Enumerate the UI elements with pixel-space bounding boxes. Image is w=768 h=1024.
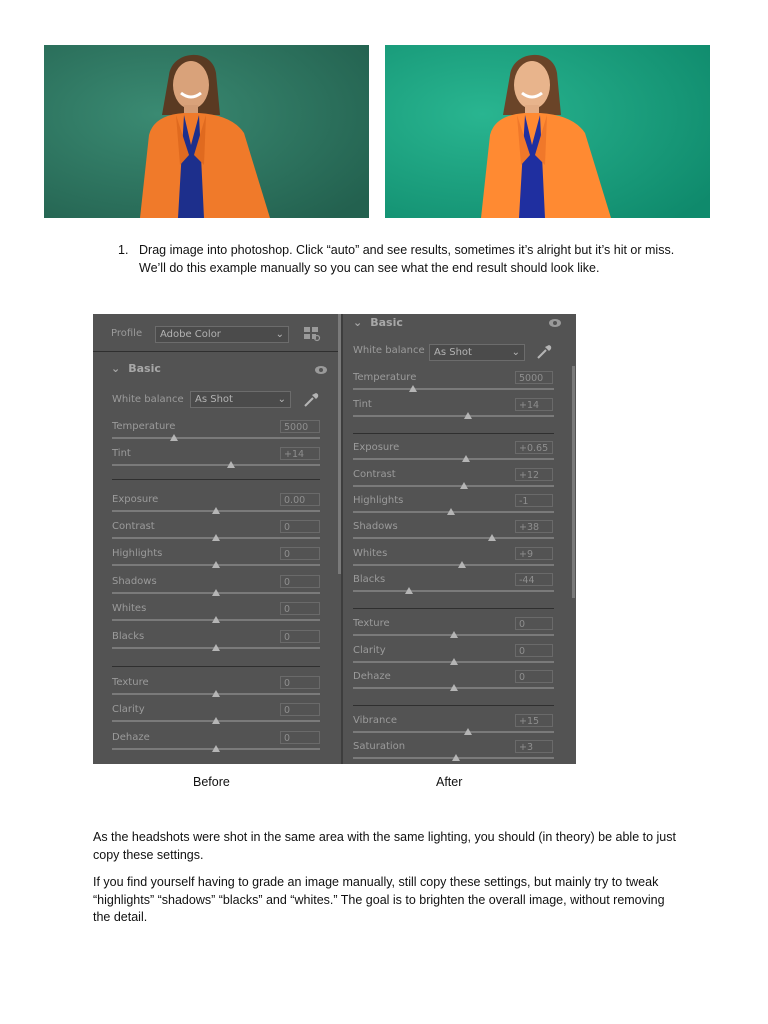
- temperature-slider-track[interactable]: [353, 388, 554, 390]
- texture-value-field[interactable]: 0: [280, 676, 320, 689]
- vibrance-label: Vibrance: [353, 715, 397, 726]
- dehaze-slider-thumb[interactable]: [212, 745, 220, 752]
- clarity-value-field[interactable]: 0: [515, 644, 553, 657]
- exposure-value-field[interactable]: 0.00: [280, 493, 320, 506]
- vibrance-slider-thumb[interactable]: [464, 728, 472, 735]
- white-balance-value: As Shot: [195, 394, 233, 405]
- white-balance-label: White balance: [353, 345, 425, 356]
- contrast-slider-thumb[interactable]: [212, 534, 220, 541]
- exposure-label: Exposure: [353, 442, 400, 453]
- separator: [353, 705, 554, 706]
- temperature-slider-thumb[interactable]: [170, 434, 178, 441]
- temperature-value-field[interactable]: 5000: [515, 371, 553, 384]
- shadows-slider-track[interactable]: [353, 537, 554, 539]
- texture-label: Texture: [353, 618, 390, 629]
- shadows-label: Shadows: [353, 521, 398, 532]
- separator: [353, 608, 554, 609]
- chevron-down-icon: ⌄: [111, 362, 121, 375]
- exposure-slider-thumb[interactable]: [212, 507, 220, 514]
- whites-value-field[interactable]: +9: [515, 547, 553, 560]
- highlights-value-field[interactable]: -1: [515, 494, 553, 507]
- blacks-value-field[interactable]: -44: [515, 573, 553, 586]
- temperature-slider-track[interactable]: [112, 437, 320, 439]
- exposure-value-field[interactable]: +0.65: [515, 441, 553, 454]
- separator: [112, 666, 320, 667]
- saturation-value-field[interactable]: +3: [515, 740, 553, 753]
- chevron-down-icon: ⌄: [275, 329, 284, 340]
- dehaze-label: Dehaze: [353, 671, 391, 682]
- blacks-value-field[interactable]: 0: [280, 630, 320, 643]
- clarity-label: Clarity: [112, 704, 145, 715]
- saturation-label: Saturation: [353, 741, 406, 752]
- contrast-slider-track[interactable]: [353, 485, 554, 487]
- whites-label: Whites: [112, 603, 147, 614]
- scrollbar[interactable]: [572, 366, 575, 598]
- contrast-label: Contrast: [353, 469, 396, 480]
- caption-after: After: [436, 775, 463, 789]
- contrast-value-field[interactable]: +12: [515, 468, 553, 481]
- step-number: 1.: [118, 243, 129, 257]
- vibrance-slider-track[interactable]: [353, 731, 554, 733]
- separator: [112, 479, 320, 480]
- white-balance-label: White balance: [112, 394, 184, 405]
- dehaze-value-field[interactable]: 0: [280, 731, 320, 744]
- white-balance-value: As Shot: [434, 347, 472, 358]
- profile-value: Adobe Color: [160, 329, 221, 340]
- basic-section-header[interactable]: [353, 316, 403, 329]
- tint-label: Tint: [112, 448, 131, 459]
- shadows-label: Shadows: [112, 576, 157, 587]
- eye-icon[interactable]: [315, 366, 327, 374]
- highlights-slider-thumb[interactable]: [212, 561, 220, 568]
- highlights-value-field[interactable]: 0: [280, 547, 320, 560]
- clarity-value-field[interactable]: 0: [280, 703, 320, 716]
- separator: [353, 433, 554, 434]
- tint-slider-track[interactable]: [353, 415, 554, 417]
- chevron-down-icon: ⌄: [277, 394, 286, 405]
- shadows-slider-thumb[interactable]: [488, 534, 496, 541]
- separator: [93, 351, 341, 352]
- eye-icon[interactable]: [549, 319, 561, 327]
- tint-value-field[interactable]: +14: [515, 398, 553, 411]
- dehaze-label: Dehaze: [112, 732, 150, 743]
- step-text: Drag image into photoshop. Click “auto” and see results, sometimes it’s alright but it’s hit or miss. We’ll do this example manually so you can see what the end result should look like.: [139, 243, 675, 275]
- before-photo: [44, 45, 369, 218]
- clarity-slider-thumb[interactable]: [450, 658, 458, 665]
- tint-label: Tint: [353, 399, 372, 410]
- blacks-label: Blacks: [112, 631, 145, 642]
- dehaze-slider-thumb[interactable]: [450, 684, 458, 691]
- whites-slider-thumb[interactable]: [458, 561, 466, 568]
- contrast-slider-thumb[interactable]: [460, 482, 468, 489]
- blacks-slider-thumb[interactable]: [212, 644, 220, 651]
- clarity-label: Clarity: [353, 645, 386, 656]
- section-title: Basic: [128, 362, 161, 375]
- tint-slider-track[interactable]: [112, 464, 320, 466]
- white-balance-dropdown[interactable]: [429, 344, 525, 361]
- tint-slider-thumb[interactable]: [227, 461, 235, 468]
- texture-value-field[interactable]: 0: [515, 617, 553, 630]
- eyedropper-icon[interactable]: [535, 343, 553, 361]
- before-settings-panel: [93, 314, 341, 764]
- whites-slider-track[interactable]: [353, 564, 554, 566]
- whites-value-field[interactable]: 0: [280, 602, 320, 615]
- contrast-label: Contrast: [112, 521, 155, 532]
- temperature-slider-thumb[interactable]: [409, 385, 417, 392]
- paragraph: As the headshots were shot in the same area with the same lighting, you should (in theory) be able to just copy these settings.: [93, 830, 676, 862]
- after-photo: [385, 45, 710, 218]
- blacks-label: Blacks: [353, 574, 386, 585]
- contrast-value-field[interactable]: 0: [280, 520, 320, 533]
- temperature-label: Temperature: [353, 372, 417, 383]
- shadows-slider-thumb[interactable]: [212, 589, 220, 596]
- highlights-slider-thumb[interactable]: [447, 508, 455, 515]
- profile-browser-icon[interactable]: [304, 327, 322, 342]
- whites-slider-thumb[interactable]: [212, 616, 220, 623]
- profile-label: Profile: [111, 328, 143, 339]
- dehaze-value-field[interactable]: 0: [515, 670, 553, 683]
- profile-dropdown[interactable]: [155, 326, 289, 343]
- highlights-label: Highlights: [112, 548, 163, 559]
- saturation-slider-thumb[interactable]: [452, 754, 460, 761]
- chevron-down-icon: ⌄: [353, 316, 363, 329]
- texture-slider-thumb[interactable]: [212, 690, 220, 697]
- texture-slider-thumb[interactable]: [450, 631, 458, 638]
- eyedropper-icon[interactable]: [302, 391, 320, 409]
- basic-section-header[interactable]: [111, 362, 161, 375]
- whites-label: Whites: [353, 548, 388, 559]
- section-title: Basic: [370, 316, 403, 329]
- chevron-down-icon: ⌄: [511, 347, 520, 358]
- vibrance-value-field[interactable]: +15: [515, 714, 553, 727]
- highlights-label: Highlights: [353, 495, 404, 506]
- after-settings-panel: [343, 314, 576, 764]
- tint-slider-thumb[interactable]: [464, 412, 472, 419]
- exposure-label: Exposure: [112, 494, 159, 505]
- blacks-slider-thumb[interactable]: [405, 587, 413, 594]
- tint-value-field[interactable]: +14: [280, 447, 320, 460]
- shadows-value-field[interactable]: 0: [280, 575, 320, 588]
- blacks-slider-track[interactable]: [353, 590, 554, 592]
- temperature-label: Temperature: [112, 421, 176, 432]
- texture-label: Texture: [112, 677, 149, 688]
- paragraph: If you find yourself having to grade an image manually, still copy these settings, but mainly try to tweak “highlights” “shadows” “blacks” and “whites.” The goal is to brighten the overall image, without removing the detail.: [93, 875, 665, 924]
- exposure-slider-thumb[interactable]: [462, 455, 470, 462]
- caption-before: Before: [193, 775, 230, 789]
- temperature-value-field[interactable]: 5000: [280, 420, 320, 433]
- white-balance-dropdown[interactable]: [190, 391, 291, 408]
- exposure-slider-track[interactable]: [353, 458, 554, 460]
- shadows-value-field[interactable]: +38: [515, 520, 553, 533]
- clarity-slider-thumb[interactable]: [212, 717, 220, 724]
